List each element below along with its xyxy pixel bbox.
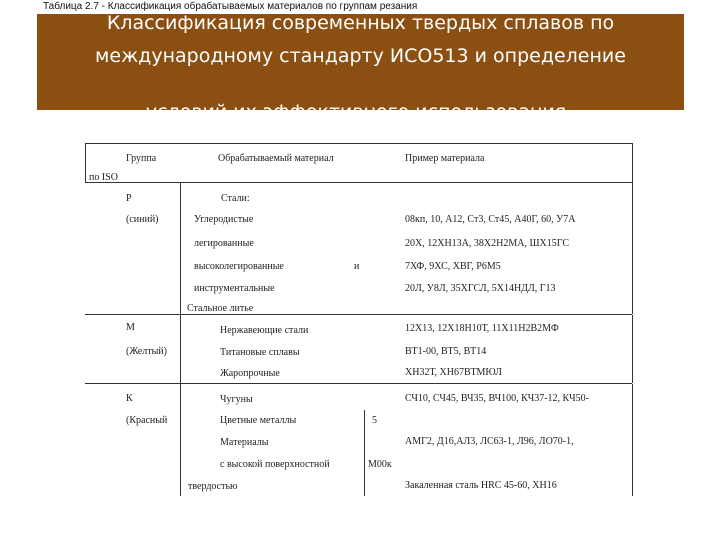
table-right-border: [632, 143, 633, 182]
banner-title-period: .: [566, 92, 576, 125]
table-cell: 08кп, 10, А12, Ст3, Ст45, А40Г, 60, У7А: [405, 214, 576, 225]
table-cell: 20Л, У8Л, 35ХГСЛ, 5Х14НДЛ, Г13: [405, 283, 556, 294]
table-cell: ХН32Т, ХН67ВТМЮЛ: [405, 367, 502, 378]
table-cell: с высокой поверхностной: [220, 459, 330, 470]
table-cell: ВТ1-00, ВТ5, ВТ14: [405, 346, 487, 357]
mid-column-border: [364, 410, 365, 496]
left-column-border: [180, 182, 181, 314]
group-p-color: (синий): [126, 214, 159, 225]
group-k-code: К: [126, 393, 133, 404]
table-cell: Нержавеющие стали: [220, 325, 309, 336]
header-group-cont: по ISO: [89, 172, 118, 183]
group-p-code: Р: [126, 193, 132, 204]
table-cell: АМГ2, Д16,АЛ3, ЛС63-1, Л96, ЛО70-1,: [405, 436, 574, 447]
table-cell: Материалы: [220, 437, 269, 448]
table-cell: Чугуны: [220, 394, 253, 405]
table-top-border: [85, 143, 632, 144]
table-cell: Жаропрочные: [220, 368, 280, 379]
table-cell: СЧ10, СЧ45, ВЧ35, ВЧ100, КЧ37-12, КЧ50-: [405, 393, 589, 404]
group-m-divider: [85, 383, 632, 384]
banner-title-line-1: Классификация современных твердых сплавов по: [106, 12, 615, 34]
table-left-border: [85, 143, 86, 182]
right-column-border: [632, 182, 633, 314]
left-column-border: [180, 315, 181, 383]
table-cell: Титановые сплавы: [220, 347, 300, 358]
table-cell: 20Х, 12ХН13А, 38Х2Н2МА, ШХ15ГС: [405, 238, 570, 249]
banner-title-line-3: [37, 92, 684, 125]
header-group: Группа: [126, 153, 157, 164]
header-divider: [85, 182, 632, 183]
group-m-color: (Желтый): [126, 346, 167, 357]
group-p-steels: Стали:: [221, 193, 250, 204]
table-cell: легированные: [194, 238, 254, 249]
title-banner: [37, 12, 684, 125]
right-column-border: [632, 384, 633, 496]
table-cell: высоколегированные: [194, 261, 284, 272]
table-cell: Цветные металлы: [220, 415, 297, 426]
table-cell: М00к: [368, 459, 392, 470]
right-column-border: [632, 315, 633, 383]
group-m-code: М: [126, 322, 135, 333]
banner-title-line-3-text: условий их эффективного использования: [145, 101, 567, 123]
table-cell: инструментальные: [194, 283, 275, 294]
header-example: Пример материала: [405, 153, 485, 164]
table-caption: Таблица 2.7 - Классификация обрабатываемых материалов по группам резания: [43, 1, 418, 12]
left-column-border: [180, 384, 181, 496]
table-cell: 12Х13, 12Х18Н10Т, 11Х11Н2В2МФ: [405, 323, 559, 334]
table-cell: 7ХФ, 9ХС, ХВГ, Р6М5: [405, 261, 501, 272]
group-p-divider: [85, 314, 632, 315]
banner-title-line-2: международному стандарту ИСО513 и определение: [95, 45, 626, 67]
table-cell: и: [354, 261, 360, 272]
table-cell: Углеродистые: [194, 214, 254, 225]
table-cell: твердостью: [188, 481, 238, 492]
table-cell: 5: [372, 415, 377, 426]
table-cell: Закаленная сталь HRC 45-60, ХН16: [405, 480, 557, 491]
group-p-cast: Стальное литье: [187, 303, 254, 314]
group-k-color: (Красный: [126, 415, 168, 426]
header-material: Обрабатываемый материал: [218, 153, 334, 164]
